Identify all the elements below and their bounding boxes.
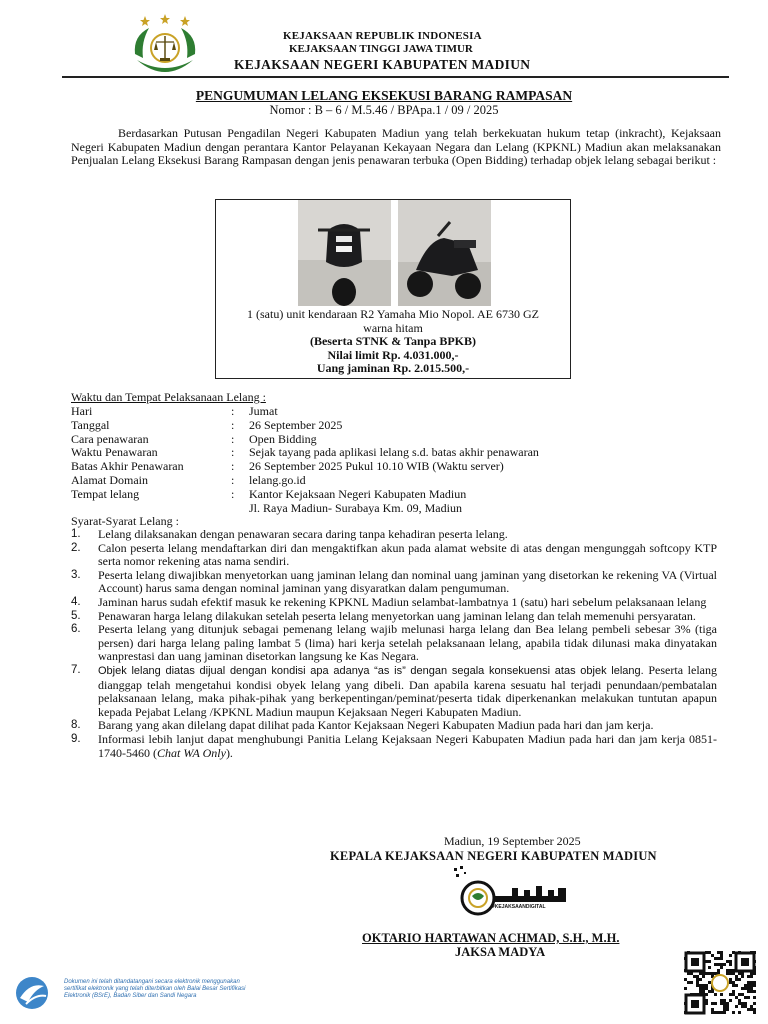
document-number: Nomor : B – 6 / M.5.46 / BPApa.1 / 09 / 2025 <box>269 103 499 117</box>
header-line-3: KEJAKSAAN NEGERI KABUPATEN MADIUN <box>234 57 531 72</box>
terms-title: Syarat-Syarat Lelang : <box>71 514 179 528</box>
header-line-1: KEJAKSAAN REPUBLIK INDONESIA <box>283 30 482 42</box>
schedule-label: Batas Akhir Penawaran <box>71 459 184 473</box>
schedule-value: Open Bidding <box>249 432 317 446</box>
schedule-label: Hari <box>71 404 93 418</box>
list-text-italic: Chat WA Only <box>157 745 226 760</box>
schedule-colon: : <box>231 459 235 473</box>
list-number: 4. <box>71 595 81 608</box>
list-number: 5. <box>71 609 81 622</box>
page-title: PENGUMUMAN LELANG EKSEKUSI BARANG RAMPASAN <box>195 88 573 103</box>
lot-details <box>216 308 570 376</box>
electronic-signature-key <box>452 866 570 916</box>
list-text: Informasi lebih lanjut dapat menghubungi Panitia Lelang Kejaksaan Negeri Kabupaten Madiun pada hari dan jam kerja 0851-1740-5460 ( <box>98 731 717 760</box>
schedule-value: Sejak tayang pada aplikasi lelang s.d. batas akhir penawaran <box>249 445 539 459</box>
schedule-value: lelang.go.id <box>249 473 306 487</box>
schedule-label: Tempat lelang <box>71 487 140 501</box>
schedule-colon: : <box>231 404 235 418</box>
list-item <box>71 610 717 624</box>
list-number: 8. <box>71 719 81 732</box>
schedule-label: Cara penawaran <box>71 432 149 446</box>
schedule-value: Jumat <box>249 404 278 418</box>
intro-paragraph <box>71 127 721 168</box>
bsre-logo-icon <box>14 976 50 1010</box>
list-text: Peserta lelang dianggap telah mengetahui kondisi obyek lelang yang dibeli. Dan apabila karena sesuatu hal terjadi penundaan/pembatalan pelaksanaan lelang, maka pihak-pihak yang berkepentingan/peminat/peserta tidak diperkenankan melakukan tuntutan apapun kepada Pejabat Lelang /KPKNL Madiun maupun Kejaksaan Negeri Kabupaten Madiun. <box>98 662 717 719</box>
list-number: 6. <box>71 623 81 636</box>
header-line-2: KEJAKSAAN TINGGI JAWA TIMUR <box>289 43 473 55</box>
schedule-value: Kantor Kejaksaan Negeri Kabupaten Madiun <box>249 487 467 501</box>
lot-documents: (Beserta STNK & Tanpa BPKB) <box>309 334 477 348</box>
lot-description-1: 1 (satu) unit kendaraan R2 Yamaha Mio Nopol. AE 6730 GZ <box>247 307 539 321</box>
terms-list <box>71 528 717 760</box>
list-item <box>71 719 717 733</box>
list-item <box>71 623 717 664</box>
list-item <box>71 569 717 596</box>
schedule-label: Tanggal <box>71 418 110 432</box>
list-text: Calon peserta lelang mendaftarkan diri dan mengaktifkan akun pada alamat website di atas dengan mengunggah softcopy KTP serta nomor rekening atas nama sendiri. <box>98 540 717 569</box>
list-text: Peserta lelang yang ditunjuk sebagai pemenang lelang wajib melunasi harga lelang dan Bea lelang pembeli sebesar 3% (tiga persen) dari harga lelang paling lambat 5 (lima) hari kerja setelah pelaksanaan lelang, apabila tidak dilunasi maka dinyatakan wanprestasi dan uang jaminan disetorkan langsung ke Kas Negara. <box>98 622 717 664</box>
header-divider <box>62 76 729 78</box>
motorcycle-side-photo <box>398 200 491 306</box>
intro-text: Berdasarkan Putusan Pengadilan Negeri Kabupaten Madiun yang telah berkekuatan hukum tetap (inkracht), Kejaksaan Negeri Kabupaten Madiun dengan perantara Kantor Pelayanan Kekayaan Negara dan Lelang (KPKNL) Madiun akan melaksanakan Penjualan Lelang Eksekusi Barang Rampasan dengan jenis penawaran terbuka (Open Bidding) terhadap objek lelang sebagai berikut : <box>71 126 721 168</box>
schedule-colon: : <box>231 487 235 501</box>
signer-name: OKTARIO HARTAWAN ACHMAD, S.H., M.H. <box>362 931 620 945</box>
schedule-value: 26 September 2025 Pukul 10.10 WIB (Waktu server) <box>249 459 504 473</box>
list-item <box>71 596 717 610</box>
kejaksaan-logo <box>131 14 199 76</box>
list-item <box>71 733 717 760</box>
list-number: 1. <box>71 528 81 540</box>
schedule-colon: : <box>231 432 235 446</box>
list-text-end: ). <box>225 745 233 760</box>
schedule-value: 26 September 2025 <box>249 418 343 432</box>
list-text-lead: Objek lelang diatas dijual dengan kondisi apa adanya “as is” dengan segala konsekuensi atas objek lelang. <box>98 664 644 677</box>
esign-label: #KEJAKSAANDIGITAL <box>492 904 546 910</box>
list-item <box>71 542 717 569</box>
list-number: 7. <box>71 663 81 676</box>
list-text: Lelang dilaksanakan dengan penawaran secara daring tanpa kehadiran peserta lelang. <box>98 527 508 541</box>
list-number: 2. <box>71 541 81 554</box>
bsre-notice: Dokumen ini telah ditandatangani secara elektronik menggunakan sertifikat elektronik yang telah diterbitkan oleh Balai Besar Sertifikasi Elektronik (BSrE), Badan Siber dan Sandi Negara <box>64 979 246 999</box>
list-number: 3. <box>71 568 81 581</box>
qr-code <box>684 951 756 1015</box>
lot-limit-value: Nilai limit Rp. 4.031.000,- <box>327 347 459 362</box>
signer-rank: JAKSA MADYA <box>455 945 546 959</box>
schedule-colon: : <box>231 445 235 459</box>
list-text: Penawaran harga lelang dilakukan setelah peserta lelang menyetorkan uang jaminan lelang dan telah memenuhi persyaratan. <box>98 608 696 623</box>
signer-position: KEPALA KEJAKSAAN NEGERI KABUPATEN MADIUN <box>330 849 657 863</box>
place-date: Madiun, 19 September 2025 <box>444 834 581 848</box>
list-text: Peserta lelang diwajibkan menyetorkan uang jaminan lelang dan nominal uang jaminan yang disetorkan ke rekening VA (Virtual Account) harus sama dengan nominal jaminan yang disyaratkan dalam pengumuman. <box>98 567 717 596</box>
schedule-title: Waktu dan Tempat Pelaksanaan Lelang : <box>71 390 266 404</box>
lot-description-2: warna hitam <box>363 320 423 335</box>
list-text: Barang yang akan dilelang dapat dilihat pada Kantor Kejaksaan Negeri Kabupaten Madiun pada hari dan jam kerja. <box>98 718 654 733</box>
motorcycle-front-photo <box>298 200 391 306</box>
list-item <box>71 528 717 542</box>
list-number: 9. <box>71 732 81 745</box>
schedule-colon: : <box>231 473 235 487</box>
list-item <box>71 664 717 719</box>
schedule-label: Alamat Domain <box>71 473 148 487</box>
list-text: Jaminan harus sudah efektif masuk ke rekening KPKNL Madiun selambat-lambatnya 1 (satu) hari sebelum pelaksanaan lelang <box>98 594 707 609</box>
schedule-address: Jl. Raya Madiun- Surabaya Km. 09, Madiun <box>249 501 462 515</box>
schedule-colon: : <box>231 418 235 432</box>
lot-guarantee-value: Uang jaminan Rp. 2.015.500,- <box>316 361 470 375</box>
schedule-label: Waktu Penawaran <box>71 445 158 459</box>
